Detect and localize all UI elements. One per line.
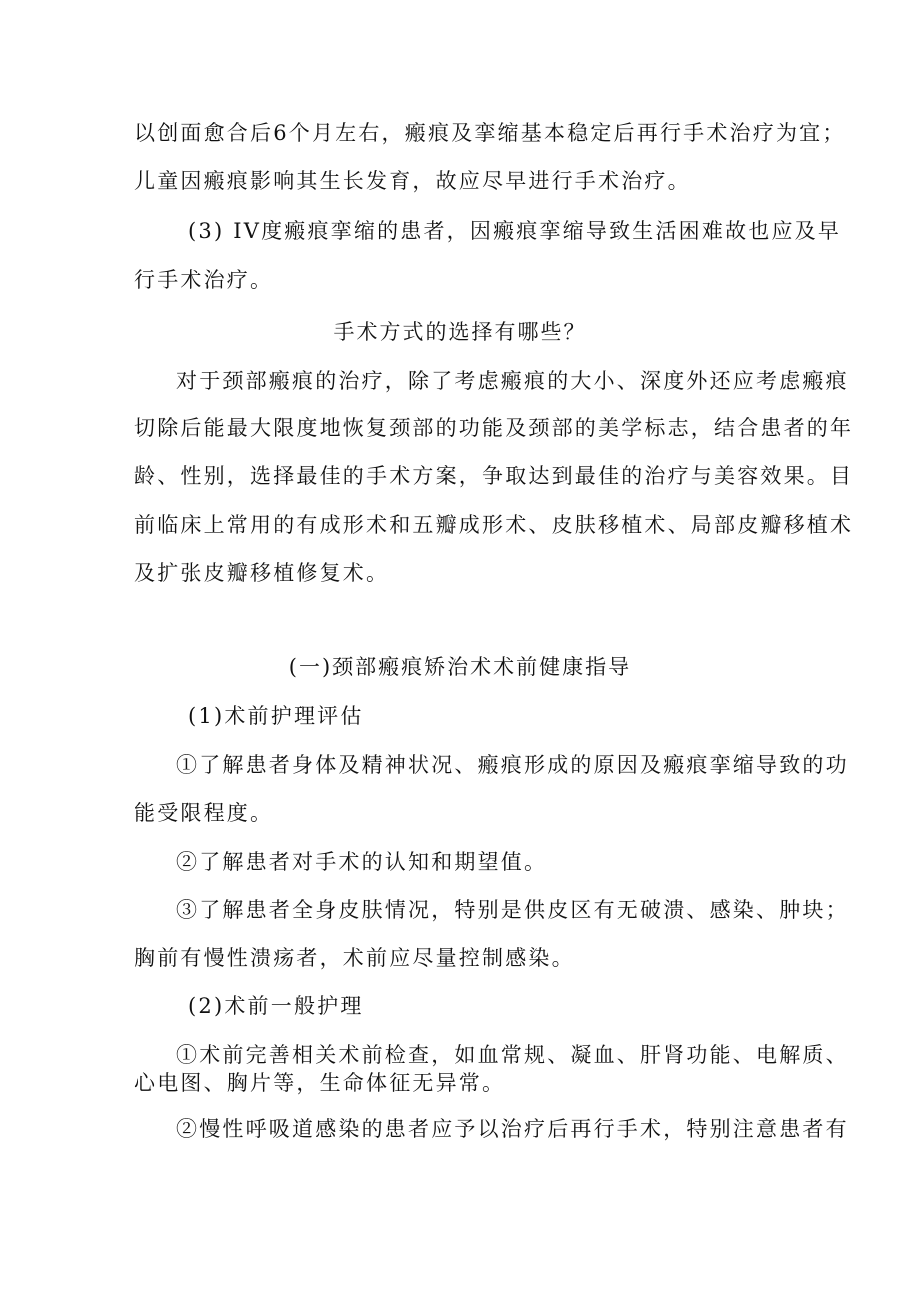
paragraph-line: 及扩张皮瓣移植修复术。 (134, 561, 390, 585)
list-item-line: 心电图、胸片等，生命体征无异常。 (134, 1071, 506, 1095)
paragraph-line: 前临床上常用的有成形术和五瓣成形术、皮肤移植术、局部皮瓣移植术 (134, 513, 854, 537)
paragraph-line: 龄、性别，选择最佳的手术方案，争取达到最佳的治疗与美容效果。目 (134, 464, 854, 488)
paragraph-line: (3) IV度瘢痕挛缩的患者，因瘢痕挛缩导致生活困难故也应及早 (188, 219, 842, 243)
paragraph-line: 行手术治疗。 (134, 268, 274, 292)
list-item-line: ③了解患者全身皮肤情况，特别是供皮区有无破溃、感染、肿块； (176, 898, 849, 922)
list-item-line: ①了解患者身体及精神状况、瘢痕形成的原因及瘢痕挛缩导致的功 (176, 753, 849, 777)
list-item-line: ②慢性呼吸道感染的患者应予以治疗后再行手术，特别注意患者有 (176, 1117, 849, 1141)
paragraph-line: 切除后能最大限度地恢复颈部的功能及颈部的美学标志，结合患者的年 (134, 416, 854, 440)
subsection-heading: (1)术前护理评估 (188, 704, 364, 728)
paragraph-line: 以创面愈合后6个月左右，瘢痕及挛缩基本稳定后再行手术治疗为宜； (134, 121, 846, 145)
paragraph-line: 对于颈部瘢痕的治疗，除了考虑瘢痕的大小、深度外还应考虑瘢痕 (176, 369, 849, 393)
list-item-line: 胸前有慢性溃疡者，术前应尽量控制感染。 (134, 946, 575, 970)
list-item-line: 能受限程度。 (134, 801, 274, 825)
subsection-heading: (2)术前一般护理 (188, 994, 364, 1018)
section-heading: (一)颈部瘢痕矫治术术前健康指导 (288, 655, 632, 679)
paragraph-line: 儿童因瘢痕影响其生长发育，故应尽早进行手术治疗。 (134, 169, 691, 193)
list-item-line: ①术前完善相关术前检查，如血常规、凝血、肝肾功能、电解质、 (176, 1043, 849, 1067)
list-item-line: ②了解患者对手术的认知和期望值。 (176, 850, 548, 874)
section-question-heading: 手术方式的选择有哪些？ (333, 320, 587, 344)
